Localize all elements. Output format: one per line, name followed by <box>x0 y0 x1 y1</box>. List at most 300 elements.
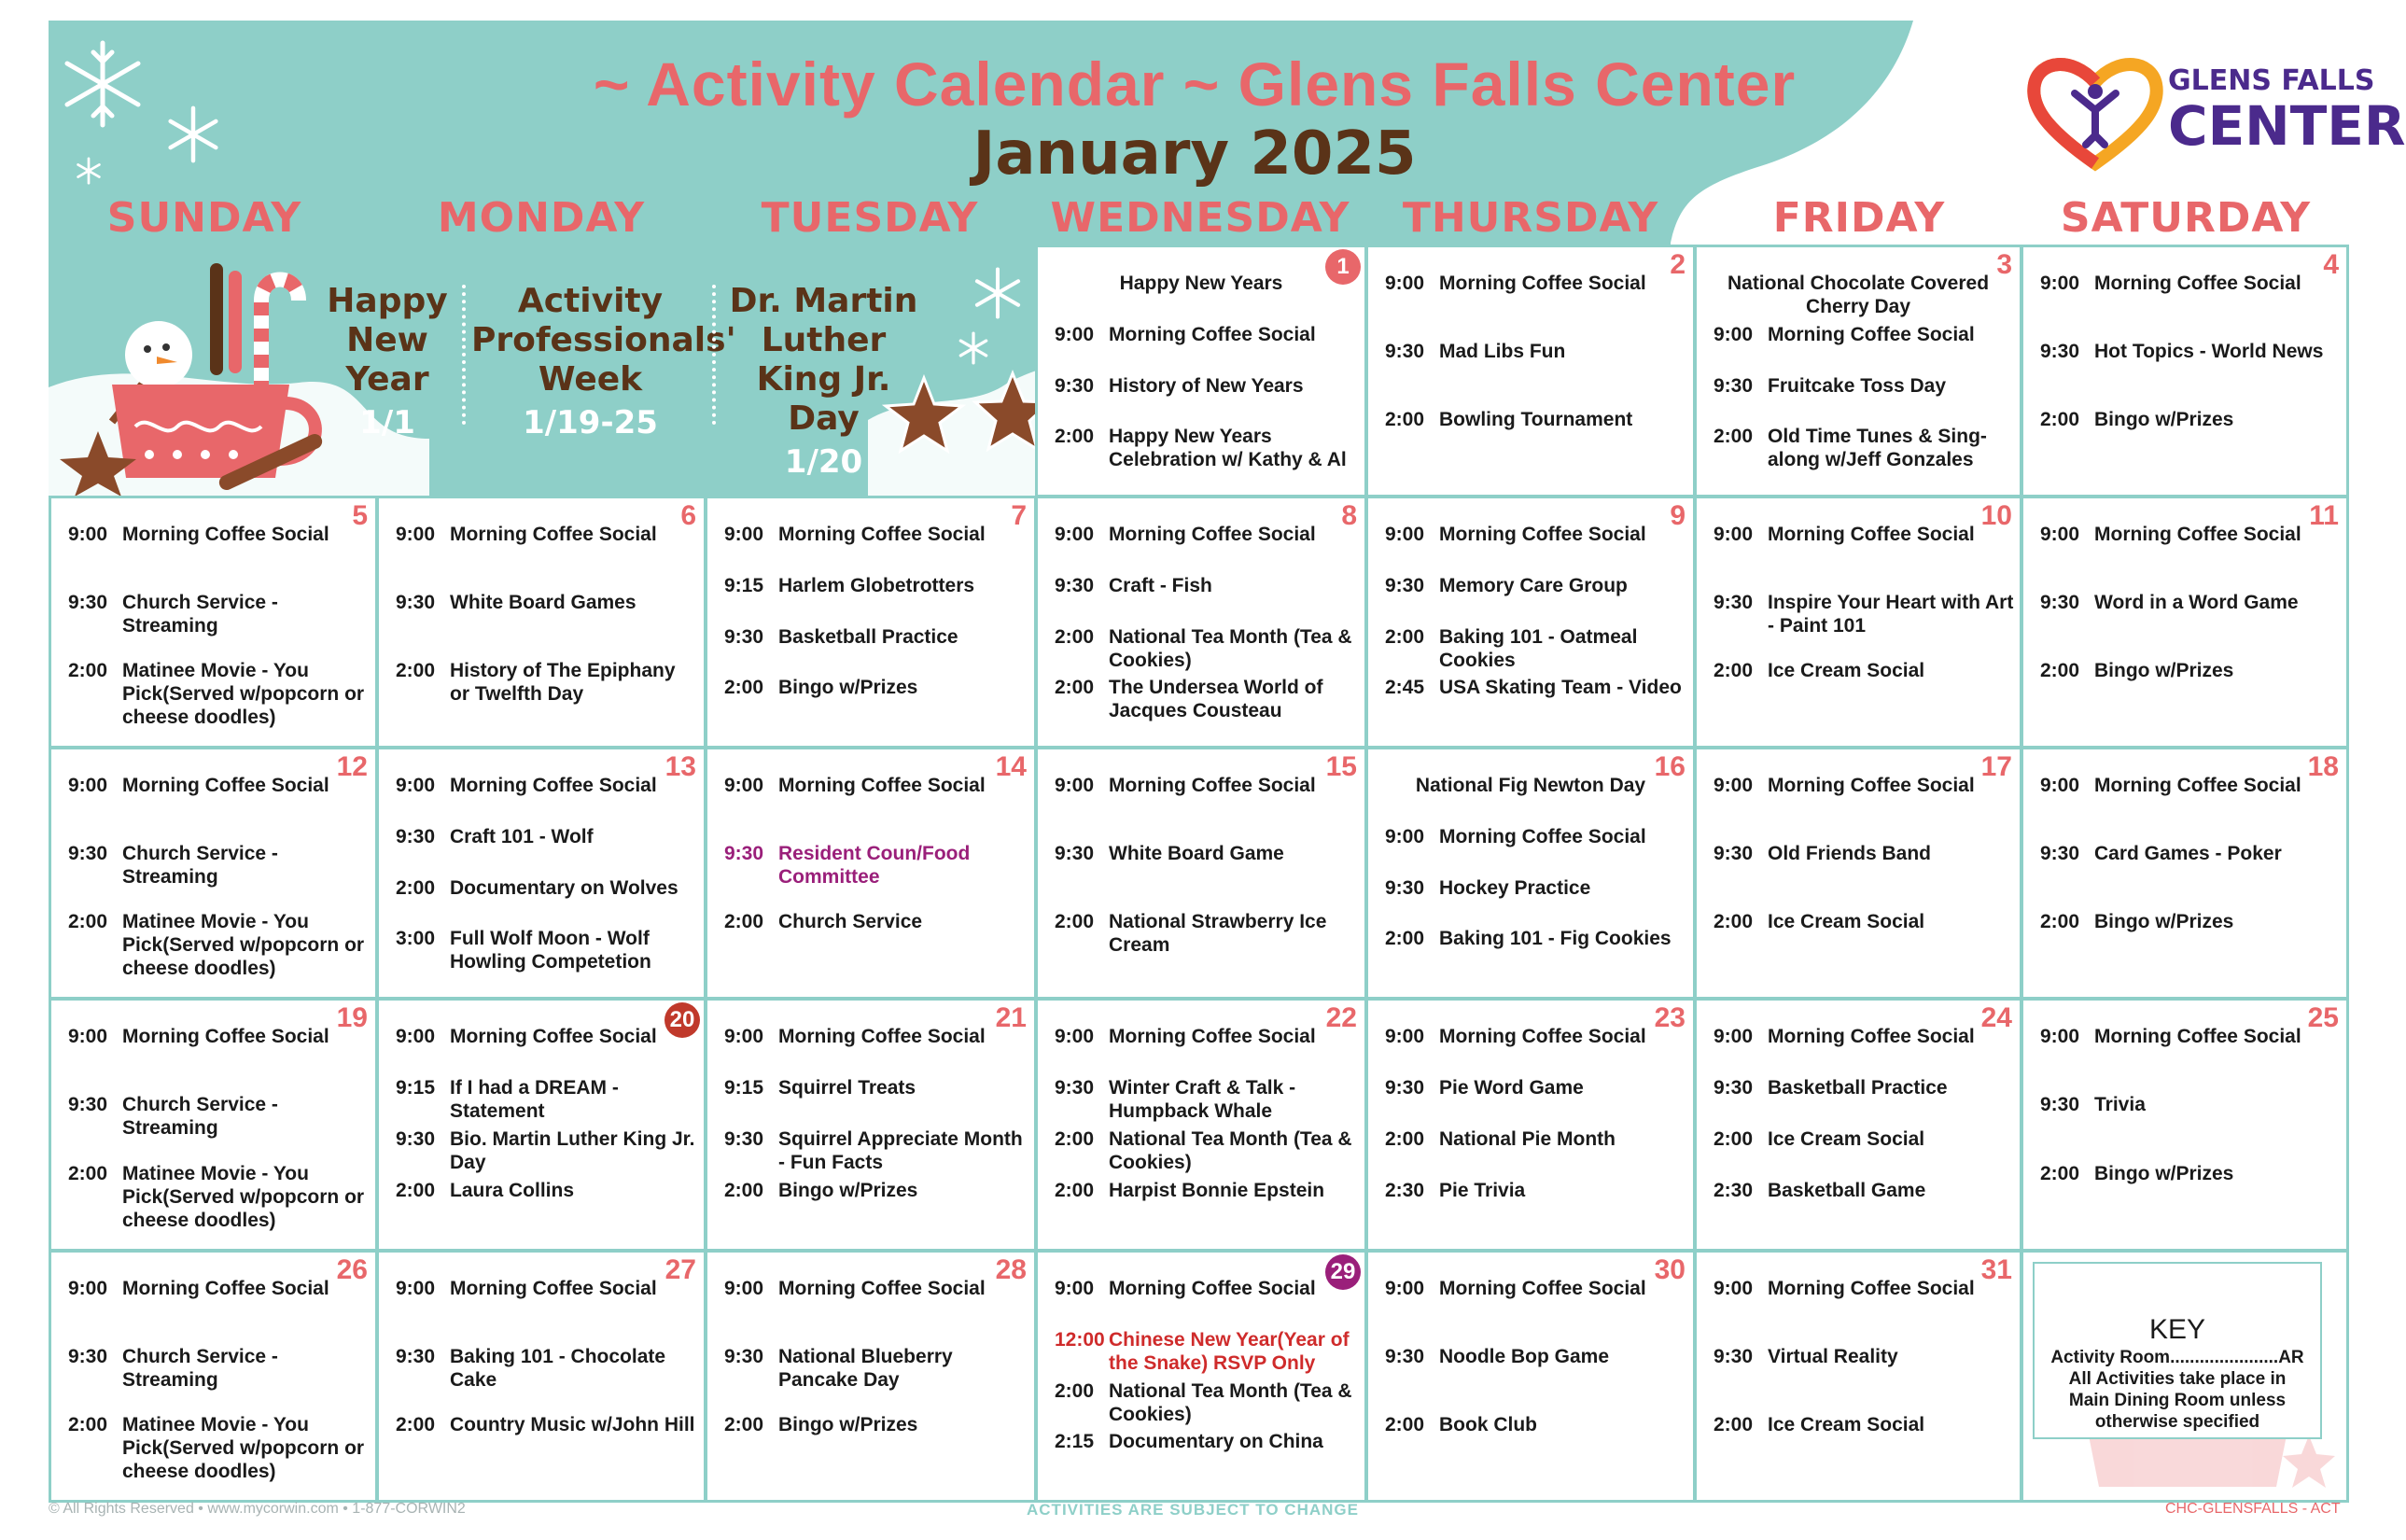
event-item <box>1055 1430 1359 1453</box>
event-name: Morning Coffee Social <box>450 1026 657 1047</box>
event-item <box>1385 1025 1687 1048</box>
event-item <box>724 1025 1028 1048</box>
event-time: 2:00 <box>68 660 108 681</box>
event-item <box>724 625 1028 649</box>
event-name: Memory Care Group <box>1439 574 1628 596</box>
day-cell <box>2021 245 2349 497</box>
event-time: 9:30 <box>68 843 108 864</box>
day-number: 30 <box>1654 1254 1686 1285</box>
event-time: 9:00 <box>724 1278 764 1299</box>
event-item <box>724 676 1028 699</box>
day-number: 2 <box>1670 249 1686 280</box>
event-name: Baking 101 - Fig Cookies <box>1439 928 1672 950</box>
event-name: Bingo w/Prizes <box>778 1414 918 1435</box>
event-item <box>68 774 370 797</box>
day-cell <box>2021 747 2349 1000</box>
event-item <box>2040 1025 2341 1048</box>
day-name-wednesday: WEDNESDAY <box>1050 194 1350 242</box>
event-item <box>68 1162 370 1232</box>
event-time: 9:00 <box>724 1026 764 1047</box>
event-item <box>724 1179 1028 1202</box>
event-name: Documentary on China <box>1109 1431 1323 1453</box>
event-time: 9:30 <box>2040 592 2080 613</box>
event-time: 2:00 <box>1714 911 1754 932</box>
event-item <box>724 1413 1028 1436</box>
event-time: 9:00 <box>1385 524 1425 545</box>
event-name: National Pie Month <box>1439 1128 1616 1150</box>
event-name: Happy New Years Celebration w/ Kathy & Al <box>1109 426 1347 471</box>
event-item <box>2040 272 2341 295</box>
event-name: Hot Topics - World News <box>2094 341 2324 362</box>
day-name-thursday: THURSDAY <box>1402 194 1659 242</box>
logo-text <box>2168 64 2406 158</box>
event-time: 9:30 <box>1714 592 1754 613</box>
day-cell <box>49 747 378 1000</box>
event-item <box>1714 374 2014 398</box>
event-time: 2:00 <box>1385 1414 1425 1435</box>
event-time: 2:00 <box>724 1414 764 1435</box>
event-item <box>68 523 370 546</box>
event-time: 9:00 <box>68 524 108 545</box>
event-item <box>1385 1413 1687 1436</box>
observance-label <box>1378 774 1684 797</box>
event-time: 2:00 <box>1385 409 1425 430</box>
event-name: Morning Coffee Social <box>1768 775 1975 796</box>
event-name: Morning Coffee Social <box>778 524 986 545</box>
event-time: 9:00 <box>68 775 108 796</box>
event-name: Fruitcake Toss Day <box>1768 374 1947 397</box>
event-name: Church Service <box>778 911 923 932</box>
event-time: 9:00 <box>1714 775 1754 796</box>
event-time: 9:00 <box>396 524 436 545</box>
day-cell <box>49 998 378 1252</box>
event-item <box>1714 842 2014 865</box>
event-time: 2:15 <box>1055 1431 1095 1453</box>
event-name: Morning Coffee Social <box>1109 1278 1316 1299</box>
event-item <box>1385 625 1687 672</box>
event-time: 2:00 <box>2040 1162 2080 1184</box>
event-item <box>68 842 370 889</box>
event-name: Harpist Bonnie Epstein <box>1109 1180 1325 1201</box>
snowflake-icon <box>75 157 103 185</box>
day-cell <box>2021 998 2349 1252</box>
event-item <box>396 659 698 706</box>
event-item <box>1385 523 1687 546</box>
banner-observance <box>719 282 929 482</box>
event-time: 9:30 <box>1714 1346 1754 1367</box>
event-time: 2:00 <box>2040 660 2080 681</box>
event-item <box>724 842 1028 889</box>
event-name: Morning Coffee Social <box>450 775 657 796</box>
event-time: 2:00 <box>724 1180 764 1201</box>
event-item <box>1055 1277 1359 1300</box>
event-name: Morning Coffee Social <box>1109 323 1316 345</box>
snowflake-icon <box>957 331 990 365</box>
event-name: Happy New Years <box>1119 273 1283 294</box>
event-time: 9:30 <box>724 1346 764 1367</box>
event-time: 9:00 <box>396 1278 436 1299</box>
event-time: 9:00 <box>396 1026 436 1047</box>
event-time: 9:30 <box>2040 341 2080 362</box>
event-name: History of The Epiphany or Twelfth Day <box>450 660 676 705</box>
event-time: 2:00 <box>396 876 436 899</box>
event-time: 2:00 <box>1385 928 1425 950</box>
event-name: Morning Coffee Social <box>2094 1026 2301 1047</box>
event-name: Bingo w/Prizes <box>778 677 918 699</box>
event-time: 9:30 <box>1055 574 1095 596</box>
day-cell <box>1694 747 2022 1000</box>
event-name: Matinee Movie - You Pick(Served w/popcorn or cheese doodles) <box>122 660 365 728</box>
event-name: Noodle Bop Game <box>1439 1346 1610 1367</box>
event-item <box>2040 523 2341 546</box>
banner-date: 1/20 <box>784 443 863 481</box>
event-item <box>2040 1093 2341 1116</box>
day-cell <box>1694 1250 2022 1503</box>
event-name: Harlem Globetrotters <box>778 574 975 596</box>
event-time: 9:30 <box>724 1128 764 1150</box>
event-item <box>1714 1345 2014 1368</box>
event-time: 9:00 <box>1714 1278 1754 1299</box>
event-item <box>68 1025 370 1048</box>
event-name: Bio. Martin Luther King Jr. Day <box>450 1128 695 1173</box>
event-item <box>1055 1179 1359 1202</box>
day-number: 7 <box>1011 500 1027 531</box>
event-name: Country Music w/John Hill <box>450 1414 695 1435</box>
event-item <box>1385 1076 1687 1099</box>
event-item <box>1714 425 2014 471</box>
event-name: Baking 101 - Oatmeal Cookies <box>1439 625 1638 671</box>
event-time: 9:30 <box>396 1128 436 1150</box>
day-cell <box>1035 496 1367 749</box>
event-time: 2:00 <box>1055 1128 1095 1150</box>
day-cell <box>705 998 1037 1252</box>
day-cell <box>376 1250 706 1503</box>
event-time: 2:30 <box>1385 1180 1425 1201</box>
day-number: 27 <box>664 1254 696 1285</box>
event-name: Church Service - Streaming <box>122 843 278 888</box>
banner-date: 1/19-25 <box>523 404 658 441</box>
event-time: 12:00 <box>1055 1328 1105 1351</box>
event-time: 9:30 <box>724 843 764 864</box>
event-name: White Board Games <box>450 592 636 613</box>
event-item <box>2040 774 2341 797</box>
banner-label: Dr. Martin Luther King Jr. Day <box>729 282 918 438</box>
event-time: 9:15 <box>396 1077 436 1099</box>
day-name-sunday: SUNDAY <box>106 194 302 242</box>
event-item <box>1714 774 2014 797</box>
event-time: 9:30 <box>1385 876 1425 899</box>
event-item <box>1055 910 1359 957</box>
event-item <box>724 1127 1028 1174</box>
event-item <box>396 1127 698 1174</box>
event-time: 2:00 <box>2040 911 2080 932</box>
event-time: 9:30 <box>2040 843 2080 864</box>
event-item <box>724 774 1028 797</box>
event-name: Morning Coffee Social <box>1768 1026 1975 1047</box>
event-time: 9:00 <box>724 775 764 796</box>
day-cell <box>2021 496 2349 749</box>
event-item <box>724 910 1028 933</box>
day-cell <box>1365 245 1696 497</box>
day-cell <box>1694 496 2022 749</box>
event-name: National Chocolate Covered Cherry Day <box>1727 273 1990 317</box>
event-time: 9:00 <box>68 1278 108 1299</box>
event-name: Resident Coun/Food Committee <box>778 843 971 888</box>
event-time: 9:00 <box>1055 1278 1095 1299</box>
event-item <box>1714 1076 2014 1099</box>
event-name: Bowling Tournament <box>1439 409 1633 430</box>
event-time: 2:00 <box>1714 660 1754 681</box>
event-name: Old Time Tunes & Sing-along w/Jeff Gonzales <box>1768 426 1987 471</box>
event-name: Morning Coffee Social <box>1768 1278 1975 1299</box>
event-time: 9:00 <box>2040 273 2080 294</box>
event-item <box>1055 523 1359 546</box>
event-name: Ice Cream Social <box>1768 911 1925 932</box>
event-item <box>396 523 698 546</box>
event-name: Laura Collins <box>450 1180 575 1201</box>
day-number: 13 <box>664 751 696 782</box>
event-name: Church Service - Streaming <box>122 1094 278 1140</box>
event-name: Church Service - Streaming <box>122 1346 278 1391</box>
event-name: Winter Craft & Talk - Humpback Whale <box>1109 1077 1296 1122</box>
event-item <box>1385 927 1687 950</box>
day-name-monday: MONDAY <box>437 194 646 242</box>
event-item <box>1055 1328 1359 1375</box>
event-name: White Board Game <box>1109 843 1284 864</box>
event-name: National Strawberry Ice Cream <box>1109 911 1327 956</box>
key-box <box>2033 1262 2322 1439</box>
event-time: 9:30 <box>396 825 436 847</box>
event-time: 9:15 <box>724 574 764 596</box>
event-name: Card Games - Poker <box>2094 843 2282 864</box>
event-name: Full Wolf Moon - Wolf Howling Competetion <box>450 928 651 973</box>
event-name: Morning Coffee Social <box>450 1278 657 1299</box>
event-item <box>1055 625 1359 672</box>
event-time: 2:00 <box>68 1162 108 1184</box>
banner-divider <box>712 285 716 425</box>
day-number: 28 <box>995 1254 1027 1285</box>
event-time: 9:00 <box>68 1026 108 1047</box>
event-name: Squirrel Treats <box>778 1077 916 1099</box>
event-time: 2:00 <box>1055 426 1095 448</box>
event-name: National Tea Month (Tea & Cookies) <box>1109 625 1352 671</box>
event-item <box>724 1076 1028 1099</box>
event-time: 9:00 <box>396 775 436 796</box>
event-time: 9:30 <box>1385 574 1425 596</box>
event-time: 9:30 <box>1714 374 1754 397</box>
banner-date: 1/1 <box>359 404 415 441</box>
day-cell <box>376 747 706 1000</box>
event-item <box>396 876 698 900</box>
event-time: 2:30 <box>1714 1180 1754 1201</box>
event-name: Inspire Your Heart with Art - Paint 101 <box>1768 592 2014 637</box>
day-number: 20 <box>664 1002 700 1038</box>
event-item <box>1385 1345 1687 1368</box>
event-time: 2:00 <box>1385 1128 1425 1150</box>
event-item <box>1714 1413 2014 1436</box>
event-name: Morning Coffee Social <box>1439 524 1646 545</box>
day-number: 1 <box>1325 249 1361 285</box>
event-item <box>1714 910 2014 933</box>
event-item <box>396 927 698 973</box>
event-item <box>2040 659 2341 682</box>
event-name: Basketball Practice <box>778 625 958 648</box>
day-cell <box>1035 747 1367 1000</box>
event-item <box>2040 408 2341 431</box>
page-title: ~ Activity Calendar ~ Glens Falls Center <box>593 49 1797 119</box>
event-name: Morning Coffee Social <box>122 524 329 545</box>
event-item <box>1385 1277 1687 1300</box>
event-name: Ice Cream Social <box>1768 1128 1925 1150</box>
event-name: USA Skating Team - Video <box>1439 677 1682 699</box>
day-number: 16 <box>1654 751 1686 782</box>
day-number: 29 <box>1325 1254 1361 1290</box>
event-item <box>396 774 698 797</box>
event-item <box>1714 659 2014 682</box>
event-item <box>1385 676 1687 699</box>
observance-label <box>1706 272 2010 318</box>
event-item <box>1055 1076 1359 1123</box>
event-item <box>2040 340 2341 363</box>
event-item <box>1055 1025 1359 1048</box>
day-number: 31 <box>1980 1254 2012 1285</box>
event-name: Matinee Movie - You Pick(Served w/popcorn or cheese doodles) <box>122 1162 365 1231</box>
event-name: Basketball Game <box>1768 1180 1926 1201</box>
event-time: 9:30 <box>1055 374 1095 397</box>
event-time: 9:00 <box>1055 775 1095 796</box>
day-number: 24 <box>1980 1002 2012 1033</box>
event-name: Chinese New Year(Year of the Snake) RSVP Only <box>1109 1328 1350 1374</box>
event-time: 9:30 <box>1385 341 1425 362</box>
event-name: Morning Coffee Social <box>1439 273 1646 294</box>
event-name: Bingo w/Prizes <box>2094 660 2234 681</box>
day-number: 17 <box>1980 751 2012 782</box>
event-time: 2:45 <box>1385 677 1425 699</box>
event-name: National Blueberry Pancake Day <box>778 1346 953 1391</box>
day-number: 3 <box>1996 249 2012 280</box>
observance-label <box>1047 272 1355 295</box>
event-item <box>1055 1379 1359 1426</box>
event-time: 3:00 <box>396 928 436 950</box>
event-time: 9:00 <box>1055 323 1095 345</box>
banner-label: Happy New Year <box>327 282 448 399</box>
banner-observance <box>317 282 457 442</box>
day-name-saturday: SATURDAY <box>2060 194 2312 242</box>
glens-falls-logo-icon <box>2030 56 2161 168</box>
day-cell <box>1365 1250 1696 1503</box>
event-name: Craft - Fish <box>1109 574 1212 596</box>
event-time: 2:00 <box>1714 1414 1754 1435</box>
event-time: 2:00 <box>1055 1379 1095 1402</box>
event-name: Ice Cream Social <box>1768 660 1925 681</box>
day-cell <box>1365 747 1696 1000</box>
event-item <box>1055 676 1359 722</box>
event-item <box>1385 574 1687 597</box>
event-name: Book Club <box>1439 1414 1537 1435</box>
event-item <box>68 1345 370 1392</box>
event-time: 2:00 <box>68 911 108 932</box>
day-number: 8 <box>1341 500 1357 531</box>
event-name: Documentary on Wolves <box>450 876 678 899</box>
event-name: The Undersea World of Jacques Cousteau <box>1109 677 1323 722</box>
event-item <box>1385 825 1687 848</box>
event-item <box>396 1025 698 1048</box>
day-cell <box>1035 1250 1367 1503</box>
event-time: 9:30 <box>68 1094 108 1116</box>
event-time: 2:00 <box>2040 409 2080 430</box>
event-name: Pie Trivia <box>1439 1180 1526 1201</box>
day-cell <box>1035 998 1367 1252</box>
event-name: Morning Coffee Social <box>1768 524 1975 545</box>
event-name: Morning Coffee Social <box>1439 825 1646 847</box>
day-name-tuesday: TUESDAY <box>761 194 979 242</box>
event-name: Old Friends Band <box>1768 843 1932 864</box>
event-name: Morning Coffee Social <box>450 524 657 545</box>
day-name-friday: FRIDAY <box>1772 194 1946 242</box>
day-number: 26 <box>336 1254 368 1285</box>
event-name: Hockey Practice <box>1439 876 1591 899</box>
day-cell <box>49 496 378 749</box>
key-title: KEY <box>2148 1314 2206 1345</box>
event-time: 2:00 <box>1055 1180 1095 1201</box>
event-name: Matinee Movie - You Pick(Served w/popcorn or cheese doodles) <box>122 1414 365 1482</box>
event-time: 2:00 <box>396 1180 436 1201</box>
banner-observance <box>471 282 736 442</box>
event-item <box>68 1277 370 1300</box>
event-time: 2:00 <box>396 1414 436 1435</box>
event-name: Bingo w/Prizes <box>2094 1162 2234 1184</box>
day-number: 21 <box>995 1002 1027 1033</box>
event-name: Morning Coffee Social <box>122 775 329 796</box>
event-time: 2:00 <box>1714 426 1754 448</box>
event-time: 2:00 <box>1055 677 1095 699</box>
event-item <box>1385 1179 1687 1202</box>
event-item <box>396 591 698 614</box>
event-name: Morning Coffee Social <box>1768 323 1975 345</box>
event-name: Baking 101 - Chocolate Cake <box>450 1346 666 1391</box>
event-item <box>1055 842 1359 865</box>
event-time: 9:30 <box>1385 1077 1425 1099</box>
event-item <box>396 1179 698 1202</box>
event-item <box>396 1345 698 1392</box>
event-name: Craft 101 - Wolf <box>450 825 594 847</box>
event-time: 9:30 <box>1714 1077 1754 1099</box>
day-number: 25 <box>2307 1002 2339 1033</box>
event-name: Basketball Practice <box>1768 1077 1948 1099</box>
event-item <box>68 1093 370 1140</box>
key-activity-room: Activity Room......................AR <box>2050 1348 2304 1367</box>
event-name: Trivia <box>2094 1094 2146 1116</box>
day-cell <box>1694 998 2022 1252</box>
event-item <box>2040 1162 2341 1185</box>
event-item <box>1714 1025 2014 1048</box>
event-name: Morning Coffee Social <box>122 1278 329 1299</box>
event-name: Church Service - Streaming <box>122 592 278 637</box>
event-item <box>396 825 698 848</box>
event-time: 9:00 <box>1714 524 1754 545</box>
day-cell <box>1365 496 1696 749</box>
event-name: Virtual Reality <box>1768 1346 1898 1367</box>
event-name: Mad Libs Fun <box>1439 341 1566 362</box>
event-time: 9:00 <box>2040 524 2080 545</box>
event-item <box>2040 910 2341 933</box>
event-time: 2:00 <box>1055 625 1095 648</box>
snowflake-icon <box>56 37 149 131</box>
event-item <box>68 591 370 637</box>
event-item <box>1055 774 1359 797</box>
event-name: Ice Cream Social <box>1768 1414 1925 1435</box>
event-time: 9:00 <box>1385 825 1425 847</box>
